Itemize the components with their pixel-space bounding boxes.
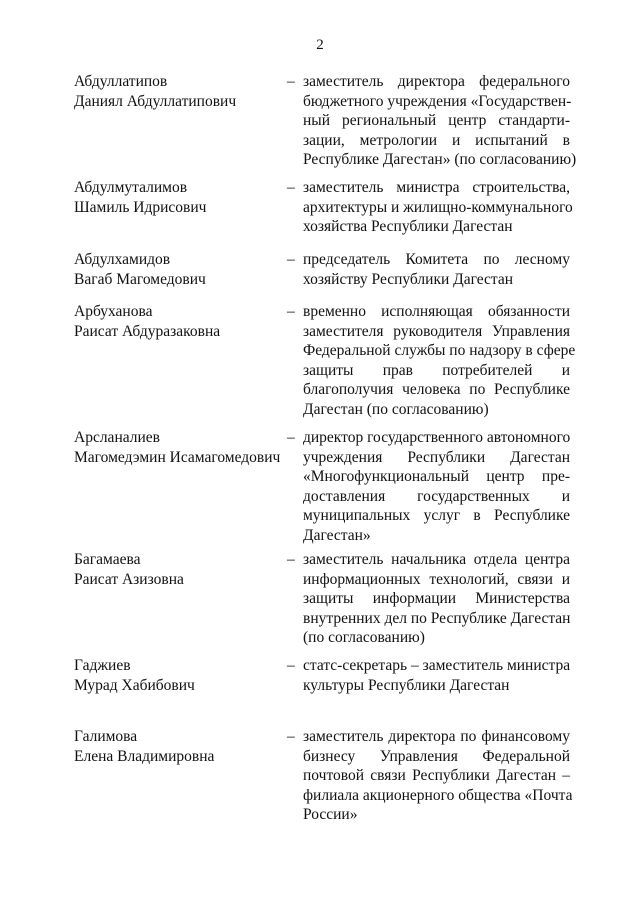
member-name bbox=[74, 302, 289, 341]
position-line: бюджетного учреждения «Государствен- bbox=[303, 92, 572, 110]
position-line: благополучия человека по Республике bbox=[303, 381, 570, 398]
page-number: 2 bbox=[316, 37, 324, 53]
member-surname: Арсланалиев bbox=[74, 429, 160, 446]
member-surname: Гаджиев bbox=[74, 657, 131, 674]
member-given-names: Мурад Хабибович bbox=[74, 676, 195, 694]
member-given-names: Даниял Абдуллатипович bbox=[74, 92, 237, 110]
position-line: защиты информации Министерства bbox=[303, 590, 570, 607]
position-line: (по согласованию) bbox=[303, 629, 425, 646]
member-given-names: Раисат Абдуразаковна bbox=[74, 322, 221, 340]
position-line: России» bbox=[303, 806, 358, 823]
member-given-names: Елена Владимировна bbox=[74, 747, 215, 765]
member-position bbox=[303, 178, 573, 237]
member-given-names: Раисат Азизовна bbox=[74, 570, 184, 588]
member-name bbox=[74, 178, 289, 217]
position-line: филиала акционерного общества «Почта bbox=[303, 786, 573, 804]
position-line: Дагестан (по согласованию) bbox=[303, 400, 489, 418]
member-surname: Абдуллатипов bbox=[74, 73, 168, 90]
position-line: почтовой связи Республики Дагестан – bbox=[303, 767, 570, 784]
position-line: статс-секретарь – заместитель министра bbox=[303, 657, 571, 674]
position-line: защиты прав потребителей и bbox=[303, 361, 570, 379]
position-line: председатель Комитета по лесному bbox=[303, 251, 570, 268]
member-name bbox=[74, 250, 289, 289]
member-position bbox=[303, 727, 573, 825]
position-line: зации, метрологии и испытаний в bbox=[303, 131, 570, 149]
position-line: культуры Республики Дагестан bbox=[303, 676, 510, 694]
separator-dash: – bbox=[287, 73, 295, 90]
position-line: ный региональный центр стандарти- bbox=[303, 112, 570, 129]
position-line: заместитель директора по финансовому bbox=[303, 728, 570, 745]
member-position bbox=[303, 550, 570, 648]
separator-dash: – bbox=[287, 303, 295, 320]
position-line: Республике Дагестан» (по согласованию) bbox=[303, 151, 577, 168]
separator-dash: – bbox=[287, 251, 295, 268]
position-line: доставления государственных и bbox=[303, 487, 570, 505]
position-line: информационных технологий, связи и bbox=[303, 570, 570, 588]
position-line: муниципальных услуг в Республике bbox=[303, 507, 570, 524]
member-name bbox=[74, 727, 289, 766]
position-line: Федеральной службы по надзору в сфере bbox=[303, 342, 576, 359]
position-line: директор государственного автономного bbox=[303, 429, 571, 446]
separator-dash: – bbox=[287, 429, 295, 446]
member-given-names: Вагаб Магомедович bbox=[74, 270, 206, 288]
member-position bbox=[303, 72, 577, 170]
member-name bbox=[74, 656, 289, 695]
position-line: архитектуры и жилищно-коммунального bbox=[303, 198, 573, 216]
member-given-names: Магомедэмин Исамагомедович bbox=[74, 448, 281, 466]
member-surname: Абдулхамидов bbox=[74, 251, 171, 268]
member-name bbox=[74, 72, 289, 111]
member-name bbox=[74, 550, 289, 589]
separator-dash: – bbox=[287, 179, 295, 196]
member-position bbox=[303, 302, 576, 419]
member-name bbox=[74, 428, 289, 467]
separator-dash: – bbox=[287, 657, 295, 674]
position-line: бизнесу Управления Федеральной bbox=[303, 747, 570, 765]
member-position bbox=[303, 656, 570, 695]
position-line: хозяйства Республики Дагестан bbox=[303, 218, 513, 235]
position-line: «Многофункциональный центр пре- bbox=[303, 468, 570, 485]
member-position bbox=[303, 428, 570, 545]
position-line: заместителя руководителя Управления bbox=[303, 322, 570, 340]
position-line: заместитель директора федерального bbox=[303, 73, 570, 90]
member-position bbox=[303, 250, 570, 289]
member-surname: Багамаева bbox=[74, 551, 141, 568]
separator-dash: – bbox=[287, 728, 295, 745]
member-surname: Галимова bbox=[74, 728, 138, 745]
position-line: учреждения Республики Дагестан bbox=[303, 448, 570, 466]
position-line: хозяйству Республики Дагестан bbox=[303, 270, 514, 288]
position-line: заместитель начальника отдела центра bbox=[303, 551, 570, 568]
position-line: Дагестан» bbox=[303, 526, 371, 544]
separator-dash: – bbox=[287, 551, 295, 568]
position-line: временно исполняющая обязанности bbox=[303, 303, 570, 320]
position-line: внутренних дел по Республике Дагестан bbox=[303, 609, 571, 627]
member-surname: Абдулмуталимов bbox=[74, 179, 188, 196]
member-given-names: Шамиль Идрисович bbox=[74, 198, 207, 216]
position-line: заместитель министра строительства, bbox=[303, 179, 570, 196]
member-surname: Арбуханова bbox=[74, 303, 153, 320]
